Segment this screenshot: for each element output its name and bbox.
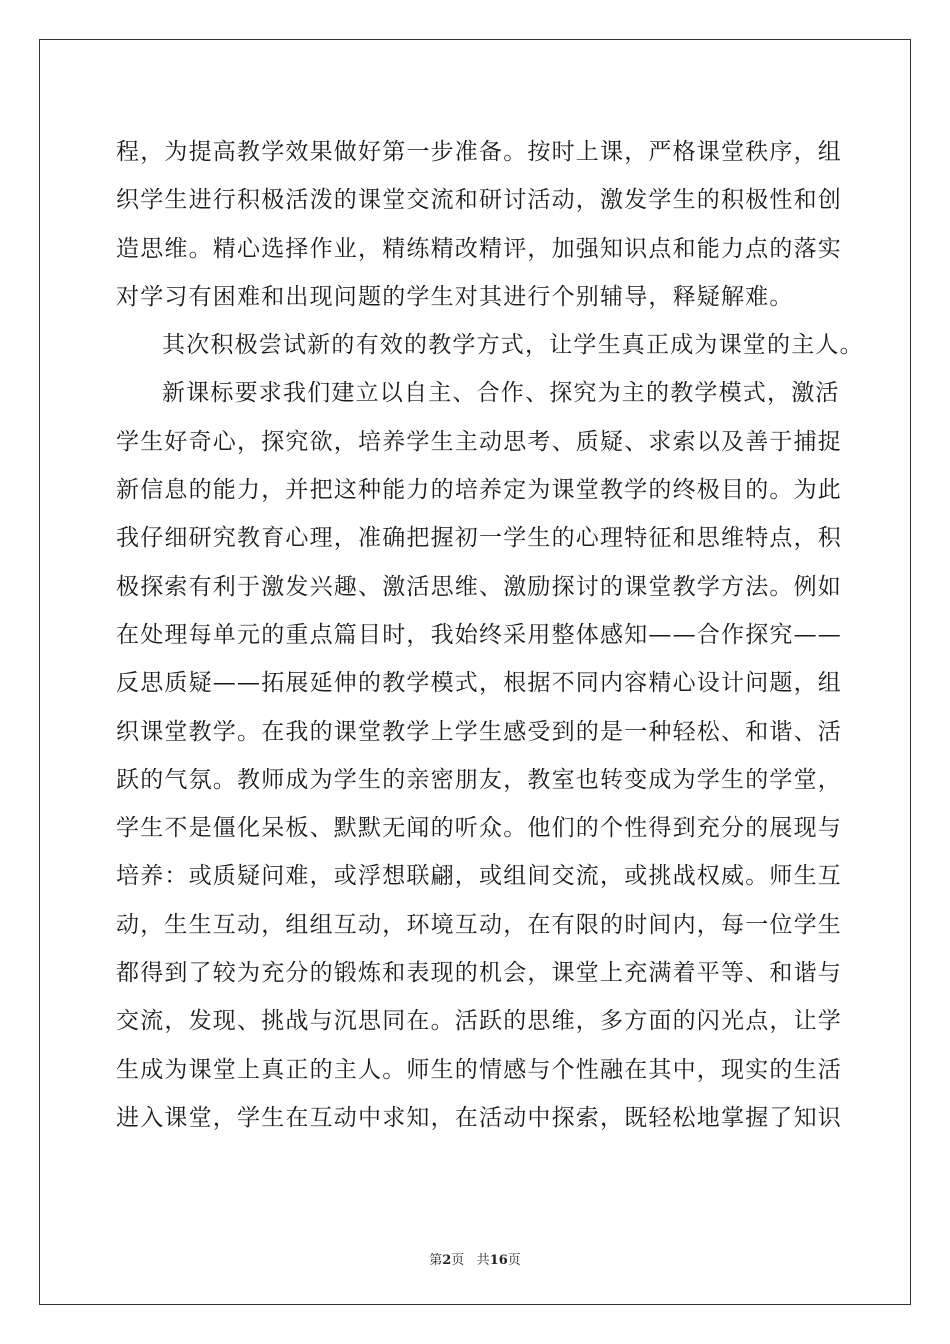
text-line: 造思维。精心选择作业，精练精改精评，加强知识点和能力点的落实 (116, 235, 842, 262)
text-line: 我仔细研究教育心理，准确把握初一学生的心理特征和思维特点，积 (116, 525, 842, 552)
text-line: 学生好奇心，探究欲，培养学生主动思考、质疑、求索以及善于捕捉 (116, 428, 842, 455)
text-line: 新信息的能力，并把这种能力的培养定为课堂教学的终极目的。为此 (116, 477, 842, 504)
text-line: 进入课堂，学生在互动中求知，在活动中探索，既轻松地掌握了知识 (116, 1104, 842, 1131)
text-line: 生成为课堂上真正的主人。师生的情感与个性融在其中，现实的生活 (116, 1056, 842, 1083)
text-line: 都得到了较为充分的锻炼和表现的机会，课堂上充满着平等、和谐与 (116, 960, 842, 987)
text-line: 反思质疑——拓展延伸的教学模式，根据不同内容精心设计问题，组 (116, 670, 842, 697)
footer-page-number: 2 (442, 1253, 452, 1268)
footer-page-prefix: 第 (429, 1253, 443, 1268)
text-line: 织课堂教学。在我的课堂教学上学生感受到的是一种轻松、和谐、活 (116, 718, 842, 745)
text-line: 对学习有困难和出现问题的学生对其进行个别辅导，释疑解难。 (116, 283, 794, 310)
footer-total-prefix: 共 (476, 1253, 490, 1268)
text-line: 动，生生互动，组组互动，环境互动，在有限的时间内，每一位学生 (116, 911, 842, 938)
footer-page-suffix: 页 (451, 1253, 465, 1268)
page-footer (0, 1249, 950, 1268)
text-line: 培养：或质疑问难，或浮想联翩，或组间交流，或挑战权威。师生互 (116, 863, 842, 890)
text-line: 织学生进行积极活泼的课堂交流和研讨活动，激发学生的积极性和创 (116, 187, 842, 214)
footer-total-suffix: 页 (507, 1253, 521, 1268)
text-line: 交流，发现、挑战与沉思同在。活跃的思维，多方面的闪光点，让学 (116, 1008, 842, 1035)
text-line: 在处理每单元的重点篇目时，我始终采用整体感知——合作探究—— (116, 621, 842, 648)
text-line: 跃的气氛。教师成为学生的亲密朋友，教室也转变成为学生的学堂， (116, 766, 842, 793)
text-line: 极探索有利于激发兴趣、激活思维、激励探讨的课堂教学方法。例如 (116, 573, 842, 600)
text-line: 新课标要求我们建立以自主、合作、探究为主的教学模式，激活 (162, 380, 840, 407)
text-line: 学生不是僵化呆板、默默无闻的听众。他们的个性得到充分的展现与 (116, 815, 842, 842)
footer-total-pages: 16 (489, 1253, 508, 1268)
text-line: 其次积极尝试新的有效的教学方式，让学生真正成为课堂的主人。 (162, 332, 864, 359)
text-line: 程，为提高教学效果做好第一步准备。按时上课，严格课堂秩序，组 (116, 139, 842, 165)
document-body (116, 128, 864, 1142)
